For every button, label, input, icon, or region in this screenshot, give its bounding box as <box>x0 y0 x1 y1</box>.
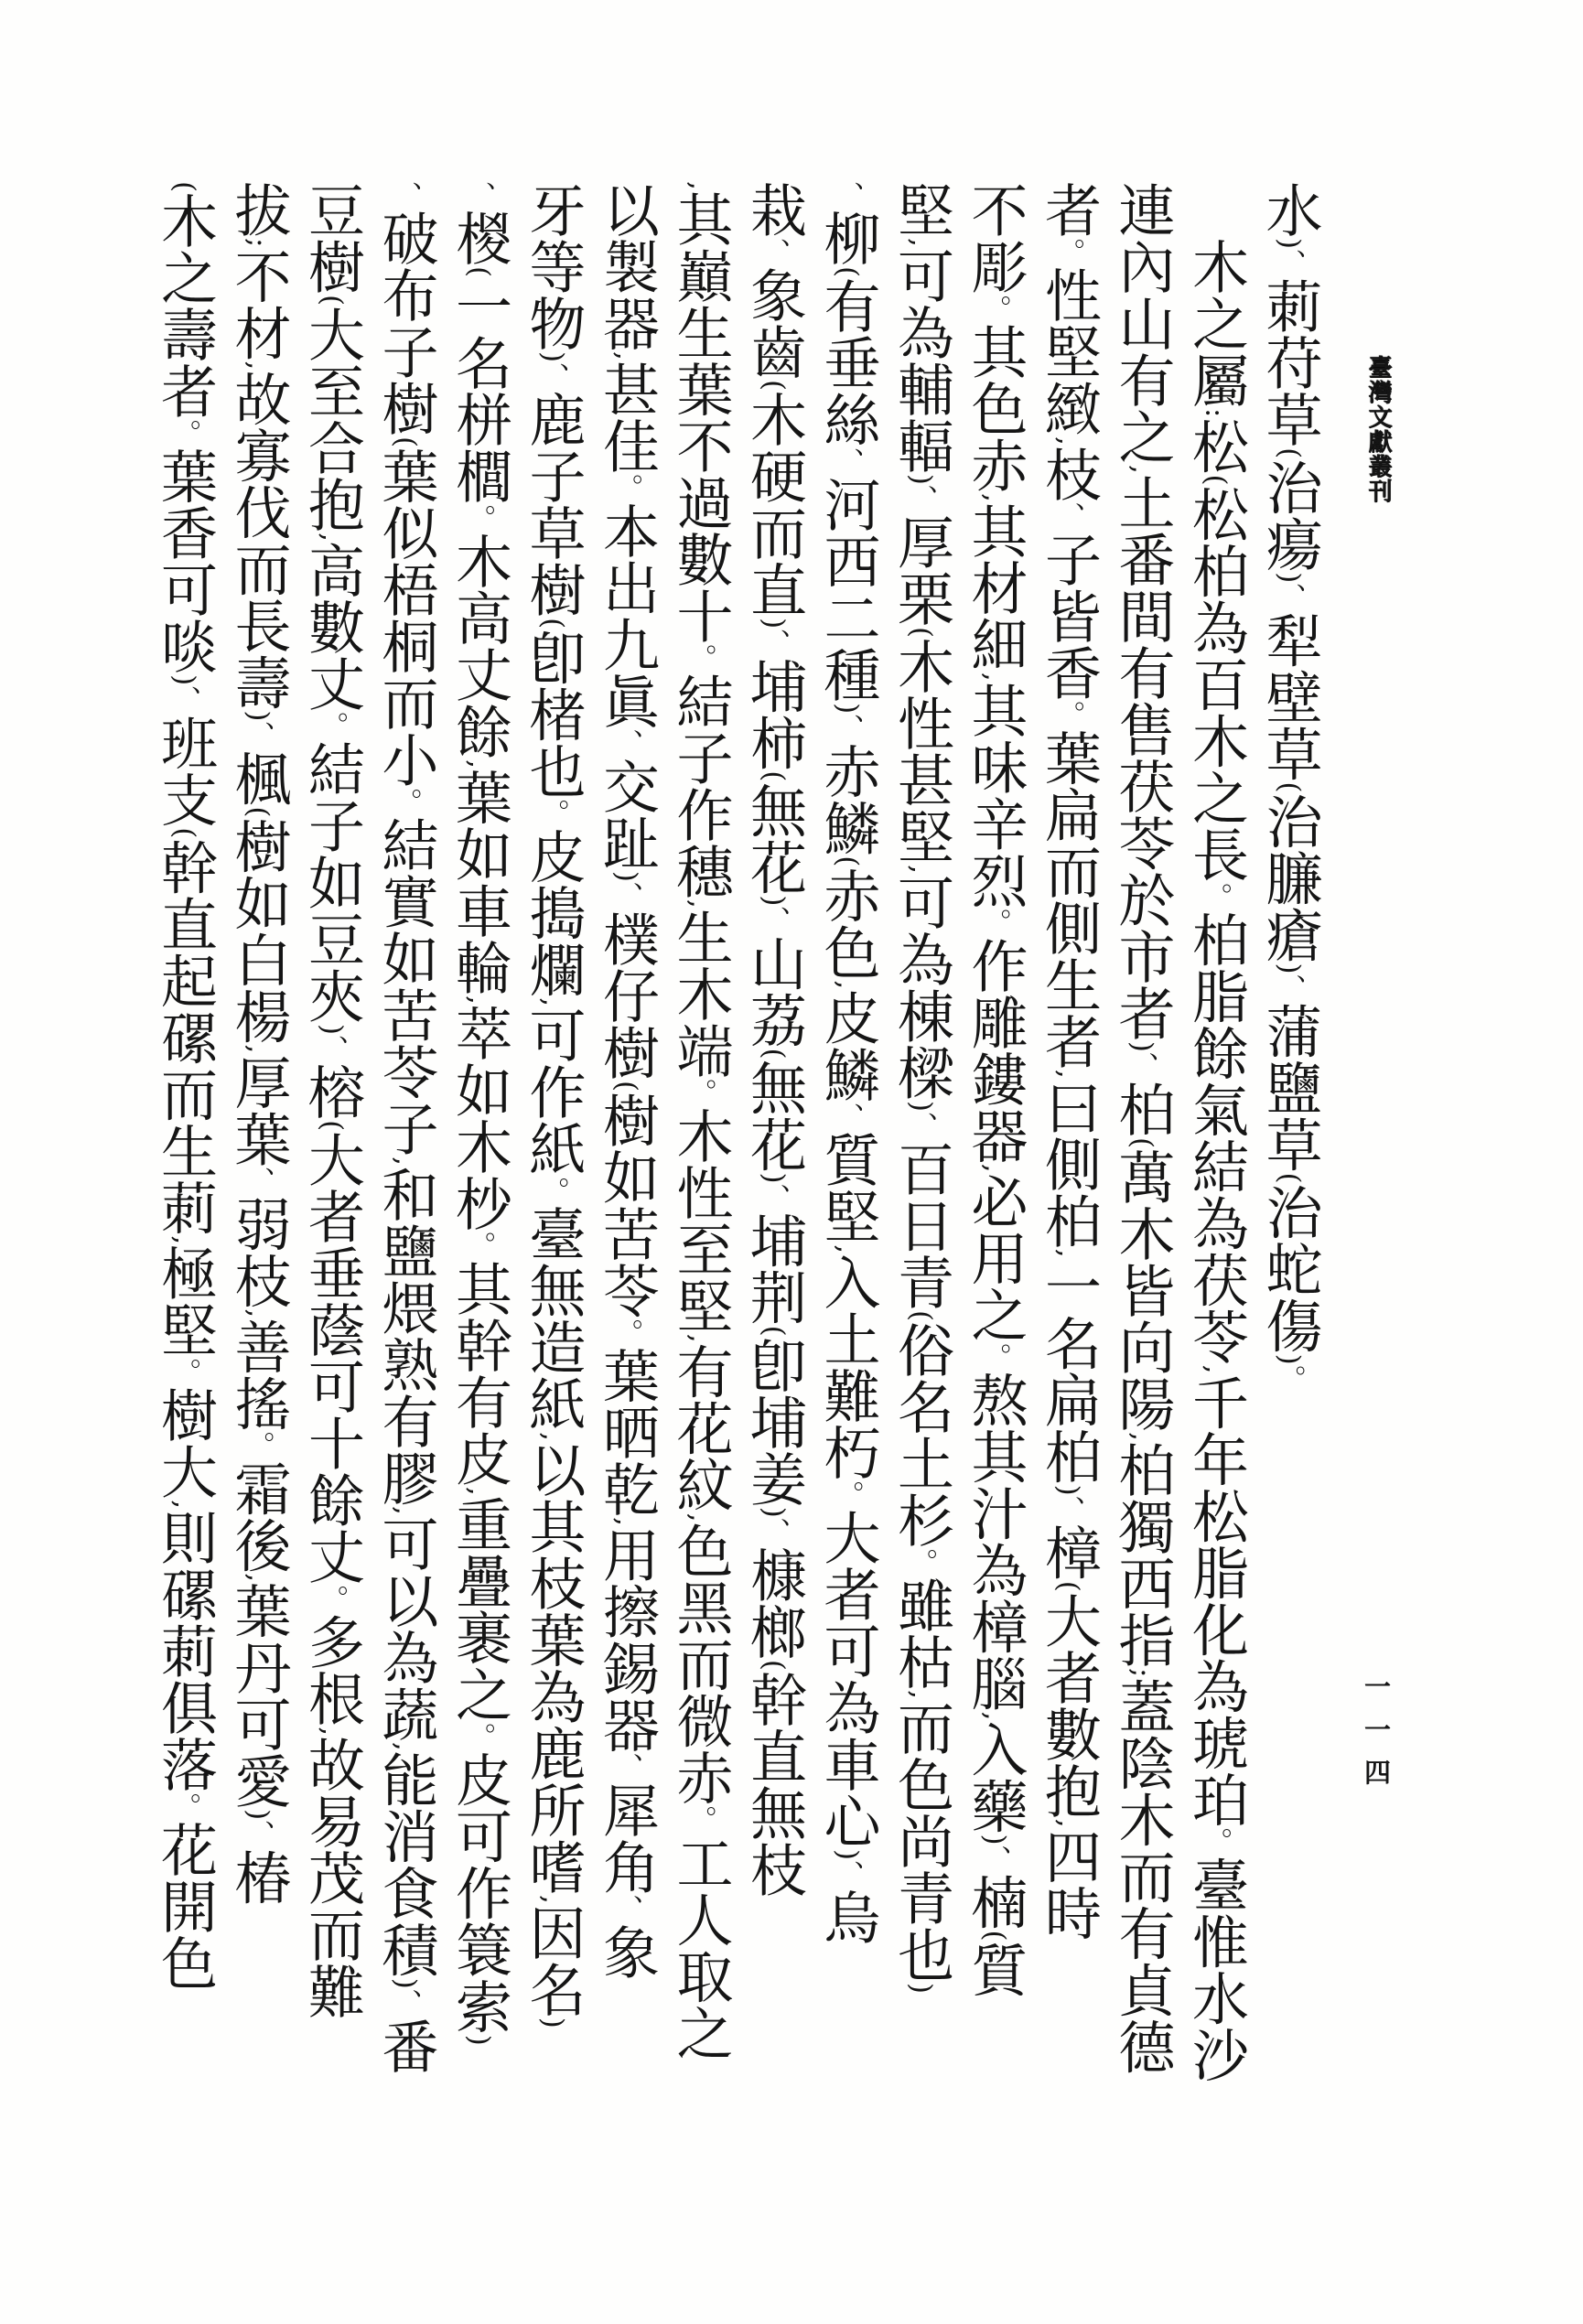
punctuation: ) <box>904 1983 938 1995</box>
text-column: 牙等物)、鹿子草樹(卽楮也。皮搗爛,可作紙。臺無造紙,以其枝葉為鹿所嗜,因名) <box>520 181 587 2028</box>
punctuation: 、 <box>757 629 791 658</box>
punctuation: , <box>904 865 938 874</box>
punctuation: ) <box>609 870 643 882</box>
punctuation: 、 <box>242 721 275 750</box>
punctuation: 、 <box>242 1820 275 1849</box>
punctuation: 、 <box>757 906 791 935</box>
punctuation: ) <box>1125 1040 1158 1052</box>
punctuation: 。 <box>315 711 349 740</box>
punctuation: 、 <box>609 1894 643 1923</box>
punctuation: , <box>1051 436 1085 446</box>
punctuation: , <box>1125 1432 1158 1441</box>
punctuation: ) <box>1273 1353 1306 1365</box>
punctuation: , <box>536 997 569 1007</box>
punctuation: 、 <box>1273 249 1306 278</box>
punctuation: , <box>684 898 716 909</box>
punctuation: 。 <box>536 1177 569 1206</box>
punctuation: ( <box>757 770 791 782</box>
punctuation: 。 <box>462 1722 496 1751</box>
punctuation: ( <box>831 266 864 278</box>
punctuation: , <box>684 1512 716 1522</box>
punctuation: , <box>831 980 864 990</box>
punctuation: 。 <box>389 788 422 817</box>
punctuation: , <box>389 1157 422 1166</box>
punctuation: 、 <box>1273 974 1306 1003</box>
punctuation: ( <box>757 380 791 392</box>
punctuation: ) <box>242 710 275 722</box>
punctuation: 、 <box>389 1988 422 2017</box>
text-column: 者。性堅緻,枝、子皆香。葉扁而側生者,曰側柏,一名扁柏)、樟(大者數抱,四時 <box>1035 181 1103 1942</box>
punctuation: ) <box>757 618 791 629</box>
punctuation: ) <box>1051 1484 1085 1496</box>
punctuation: , <box>167 1500 201 1510</box>
punctuation: , <box>462 1486 496 1496</box>
punctuation: ; <box>242 238 275 248</box>
punctuation: ) <box>1273 572 1306 584</box>
punctuation: ( <box>242 806 275 818</box>
punctuation: ) <box>315 1023 349 1036</box>
punctuation: , <box>904 1690 938 1700</box>
punctuation: , <box>978 1163 1011 1173</box>
punctuation: 、 <box>462 181 496 210</box>
punctuation: ( <box>1051 1580 1085 1592</box>
punctuation: 、 <box>831 181 864 210</box>
punctuation: 。 <box>315 1585 349 1614</box>
punctuation: , <box>978 1711 1011 1721</box>
text-column: 、椶(一名栟櫚。木高丈餘,葉如車輪,萃如木杪。其幹有皮,重疊裹之。皮可作簑索) <box>446 181 513 2046</box>
punctuation: 、 <box>609 1752 643 1781</box>
punctuation: 、 <box>167 685 201 715</box>
punctuation: , <box>978 493 1011 502</box>
punctuation: 。 <box>978 1342 1011 1372</box>
punctuation: 、 <box>536 362 569 392</box>
punctuation: , <box>1125 465 1158 474</box>
punctuation: ) <box>1273 238 1306 250</box>
punctuation: , <box>242 1573 275 1583</box>
text-column: 不彫。其色赤,其材細,其味辛烈。作雕鏤器,必用之。熬其汁為樟腦,入藥)、楠(質 <box>962 181 1028 1998</box>
text-block <box>147 181 1326 2222</box>
punctuation: ( <box>757 1048 791 1060</box>
punctuation: ( <box>315 1120 349 1132</box>
punctuation: ( <box>462 266 496 278</box>
punctuation: , <box>536 1894 569 1904</box>
punctuation: 、 <box>1051 501 1085 531</box>
punctuation: ) <box>978 1834 1011 1845</box>
punctuation: ( <box>904 626 938 639</box>
punctuation: ) <box>167 674 201 686</box>
punctuation: 。 <box>609 1318 643 1348</box>
punctuation: ) <box>242 1809 275 1821</box>
punctuation: ; <box>1125 1667 1158 1678</box>
punctuation: 、 <box>609 881 643 910</box>
punctuation: 。 <box>684 1805 716 1834</box>
punctuation: 。 <box>462 1231 496 1260</box>
punctuation: ) <box>462 2034 496 2046</box>
text-column: 、破布子樹(葉似梧桐而小。結實如苦苓子,和鹽煨熟有膠,可以為蔬,能消食積)、番 <box>372 181 439 2074</box>
punctuation: , <box>609 351 643 360</box>
punctuation: ) <box>389 1977 422 1989</box>
punctuation: , <box>389 1505 422 1515</box>
punctuation: 、 <box>757 238 791 266</box>
text-column: 水)、莿苻草(治瘍)、犁壁草(治臁瘡)、蒲鹽草(治蛇傷)。 <box>1256 181 1323 1393</box>
punctuation: 、 <box>904 1112 938 1141</box>
punctuation: , <box>684 181 716 190</box>
running-title: 臺灣文獻叢刊 <box>1364 355 1392 503</box>
punctuation: 、 <box>757 1517 791 1546</box>
text-column: 連內山有之,土番間有售茯苓於市者)、柏(萬木皆向陽,柏獨西指;蓋陰木而有貞德 <box>1109 181 1176 2075</box>
punctuation: , <box>978 672 1011 682</box>
punctuation: , <box>684 1333 716 1343</box>
punctuation: ( <box>1273 781 1306 793</box>
text-column: ,其巔生葉不過數十。結子作穗,生木端。木性至堅,有花紋,色黑而微赤。工人取之 <box>667 181 734 2061</box>
punctuation: ) <box>757 1172 791 1184</box>
punctuation: , <box>242 1308 275 1318</box>
punctuation: , <box>1051 1818 1085 1828</box>
punctuation: 。 <box>1199 882 1233 911</box>
punctuation: 。 <box>684 1078 716 1107</box>
punctuation: ) <box>904 473 938 485</box>
punctuation: 、 <box>831 1103 864 1132</box>
page-number: 一一四 <box>1361 1673 1392 1802</box>
punctuation: , <box>904 238 938 247</box>
punctuation: , <box>831 1244 864 1254</box>
punctuation: 、 <box>1125 1051 1158 1081</box>
punctuation: , <box>242 360 275 371</box>
text-column: (木之壽者。葉香可啖)、班支(幹直起磥而生莿,極堅。樹大,則磥莿俱落。花開色 <box>151 181 219 1992</box>
text-column: 、柳(有垂絲、河西二種)、赤鱗(赤色,皮鱗、質堅,入土難朽。大者可為車心)、烏 <box>814 181 881 1946</box>
punctuation: , <box>462 759 496 769</box>
text-column: 拔;不材,故寡伐而長壽)、楓(樹如白楊,厚葉、弱枝,善搖。霜後,葉丹可愛)、椿 <box>225 181 292 1906</box>
punctuation: 、 <box>831 447 864 477</box>
punctuation: 、 <box>831 1860 864 1889</box>
punctuation: 、 <box>831 714 864 743</box>
punctuation: , <box>167 1235 201 1245</box>
punctuation: , <box>315 533 349 542</box>
punctuation: ( <box>167 181 201 193</box>
punctuation: ( <box>904 1310 938 1322</box>
punctuation: ( <box>315 295 349 307</box>
punctuation: ) <box>757 895 791 907</box>
text-column: 木之屬:松(松柏為百木之長。柏脂餘氣結為茯苓,千年松脂化為琥珀。臺惟水沙 <box>1182 238 1250 2083</box>
punctuation: 、 <box>1273 583 1306 612</box>
punctuation: 。 <box>904 1548 938 1577</box>
text-column: 以製器,甚佳。本出九眞、交趾)、樸仔樹(樹如苦苓。葉晒乾,用擦錫器、犀角、象 <box>593 181 661 1980</box>
punctuation: ( <box>389 436 422 448</box>
punctuation: 。 <box>167 1358 201 1387</box>
punctuation: 。 <box>978 295 1011 323</box>
punctuation: 、 <box>1051 1495 1085 1524</box>
punctuation: ) <box>757 1506 791 1518</box>
punctuation: , <box>462 995 496 1005</box>
punctuation: ( <box>1199 474 1233 486</box>
punctuation: ( <box>831 855 864 867</box>
punctuation: 。 <box>1051 700 1085 729</box>
punctuation: ) <box>536 351 569 363</box>
punctuation: 。 <box>684 643 716 672</box>
punctuation: ( <box>1125 1136 1158 1149</box>
punctuation: 、 <box>389 181 422 210</box>
punctuation: ) <box>831 703 864 715</box>
punctuation: 。 <box>1199 1827 1233 1856</box>
text-column: 豆樹(大至合抱,高數丈。結子如豆夾)、榕(大者垂蔭可十餘丈。多根,故易茂而難 <box>298 181 366 2020</box>
punctuation: ) <box>1273 963 1306 974</box>
text-column: 堅,可為輔輻)、厚栗(木性甚堅,可為棟樑)、百日青(俗名土杉。雖枯,而色尚青也) <box>888 181 955 1995</box>
punctuation: ( <box>1273 1172 1306 1184</box>
punctuation: 、 <box>757 1183 791 1212</box>
punctuation: ( <box>757 1659 791 1671</box>
punctuation: 、 <box>242 1167 275 1196</box>
punctuation: 。 <box>167 1792 201 1822</box>
punctuation: , <box>1199 1364 1233 1374</box>
punctuation: ( <box>536 618 569 629</box>
punctuation: 、 <box>609 728 643 758</box>
punctuation: , <box>242 1044 275 1054</box>
punctuation: 。 <box>462 504 496 533</box>
punctuation: 、 <box>904 484 938 513</box>
punctuation: 。 <box>1051 238 1085 266</box>
punctuation: ( <box>609 1080 643 1092</box>
text-column: 栽、象齒(木硬而直)、埔柿(無花)、山荔(無花)、埔荆(卽埔姜)、槺榔(幹直無枝 <box>740 181 808 1898</box>
punctuation: ) <box>831 1849 864 1861</box>
punctuation: , <box>1051 1069 1085 1079</box>
punctuation: 。 <box>242 1431 275 1460</box>
punctuation: , <box>609 1517 643 1526</box>
punctuation: , <box>389 1741 422 1751</box>
punctuation: , <box>315 1727 349 1737</box>
punctuation: : <box>1199 408 1233 418</box>
punctuation: 、 <box>315 1035 349 1064</box>
punctuation: ) <box>904 1100 938 1113</box>
punctuation: ( <box>978 1930 1011 1942</box>
punctuation: 。 <box>536 799 569 828</box>
punctuation: 、 <box>978 1845 1011 1874</box>
punctuation: ( <box>167 827 201 839</box>
punctuation: ( <box>1273 447 1306 459</box>
punctuation: , <box>536 1432 569 1441</box>
punctuation: 。 <box>1273 1364 1306 1393</box>
punctuation: 。 <box>978 908 1011 937</box>
punctuation: 。 <box>609 473 643 502</box>
punctuation: 。 <box>167 419 201 448</box>
punctuation: , <box>1051 1248 1085 1258</box>
punctuation: 。 <box>831 1480 864 1510</box>
punctuation: ) <box>536 2017 569 2028</box>
punctuation: ( <box>757 1325 791 1337</box>
